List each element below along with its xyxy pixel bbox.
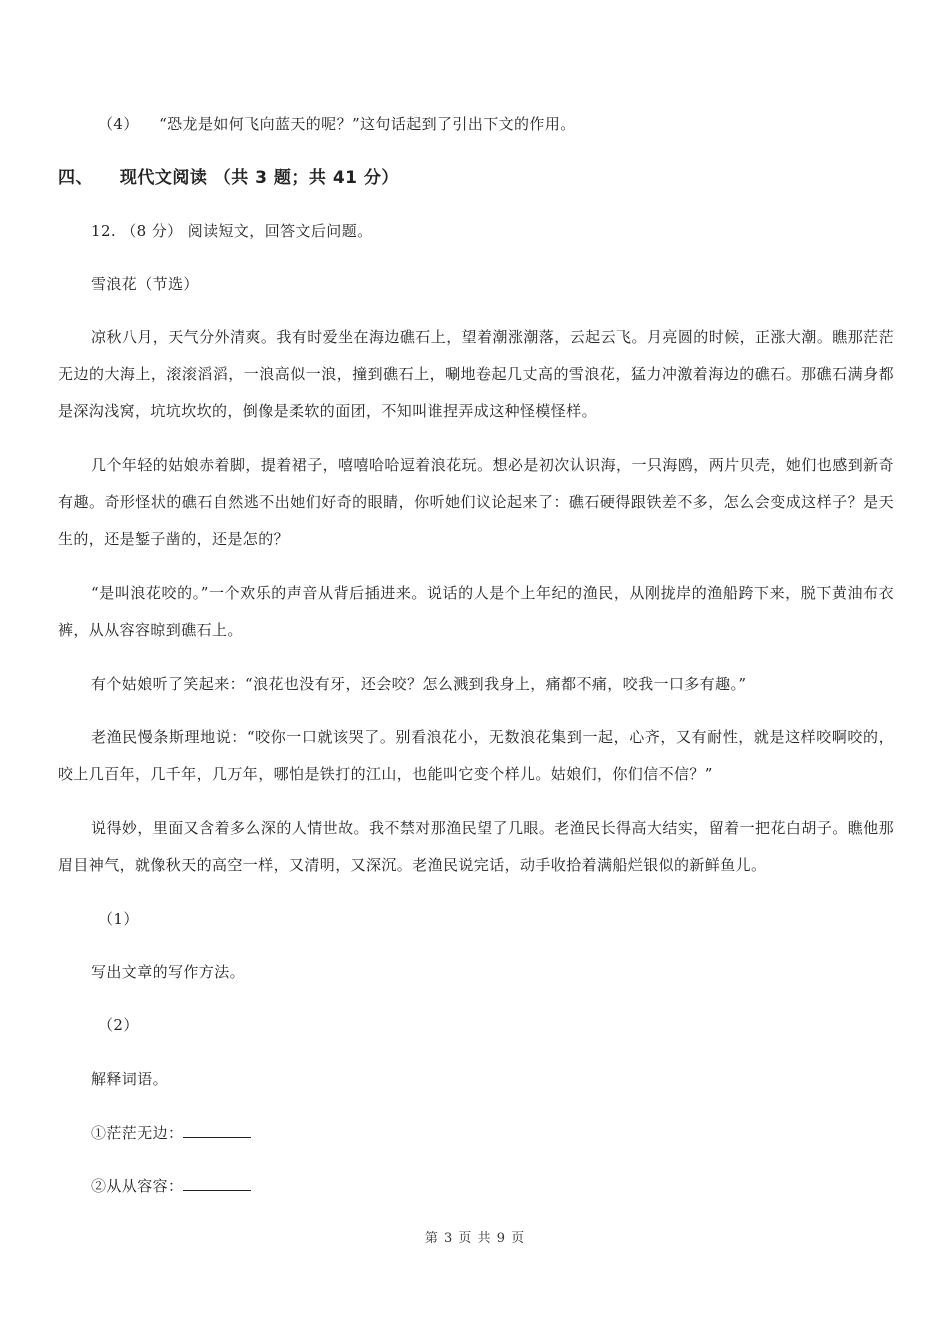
passage-paragraph-3: “是叫浪花咬的。”一个欢乐的声音从背后插进来。说话的人是个上年纪的渔民，从刚拢岸的渔船跨下来，脱下黄油布衣裤，从从容容晾到礁石上。 xyxy=(58,584,894,639)
answer-blank-1[interactable] xyxy=(183,1123,251,1138)
passage-title: 雪浪花（节选） xyxy=(91,275,199,293)
sub-question-1-number: （1） xyxy=(98,910,139,928)
sub-question-2-number: （2） xyxy=(98,1016,139,1034)
vocab-item-1-label: ①茫茫无边： xyxy=(91,1124,184,1142)
section-number: 四、 xyxy=(58,168,93,188)
answer-blank-2[interactable] xyxy=(183,1176,251,1191)
section-heading xyxy=(58,168,399,188)
passage-paragraph-4: 有个姑娘听了笑起来：“浪花也没有牙，还会咬？怎么溅到我身上，痛都不痛，咬我一口多有趣。” xyxy=(91,675,747,693)
q11-item4-number: （4） xyxy=(98,115,139,133)
passage-paragraph-5: 老渔民慢条斯理地说：“咬你一口就该哭了。别看浪花小，无数浪花集到一起，心齐，又有耐性，就是这样咬啊咬的，咬上几百年，几千年，几万年，哪怕是铁打的江山，也能叫它变个样儿。姑娘们，你们信不信？” xyxy=(58,728,894,783)
section-title: 现代文阅读 （共 3 题；共 41 分） xyxy=(119,168,399,188)
passage-paragraph-2: 几个年轻的姑娘赤着脚，提着裙子，嘻嘻哈哈逗着浪花玩。想必是初次认识海，一只海鸥，两片贝壳，她们也感到新奇有趣。奇形怪状的礁石自然逃不出她们好奇的眼睛，你听她们议论起来了：礁石硬得跟铁差不多，怎么会变成这样子？是天生的，还是錾子凿的，还是怎的？ xyxy=(58,456,894,548)
vocab-item-2-label: ②从从容容： xyxy=(91,1177,184,1195)
page-footer: 第 3 页 共 9 页 xyxy=(424,1231,526,1246)
sub-question-1-text: 写出文章的写作方法。 xyxy=(91,963,246,981)
vocab-item-1 xyxy=(91,1123,251,1143)
question-12-header: 12. （8 分） 阅读短文，回答文后问题。 xyxy=(91,222,373,240)
q11-item4-text: “恐龙是如何飞向蓝天的呢？”这句话起到了引出下文的作用。 xyxy=(159,115,576,133)
passage-paragraph-6: 说得妙，里面又含着多么深的人情世故。我不禁对那渔民望了几眼。老渔民长得高大结实，留着一把花白胡子。瞧他那眉目神气，就像秋天的高空一样，又清明，又深沉。老渔民说完话，动手收拾着满船烂银似的新鲜鱼儿。 xyxy=(58,819,894,874)
vocab-item-2 xyxy=(91,1176,251,1196)
q11-item4 xyxy=(98,114,576,134)
sub-question-2-text: 解释词语。 xyxy=(91,1070,169,1088)
passage-paragraph-1: 凉秋八月，天气分外清爽。我有时爱坐在海边礁石上，望着潮涨潮落，云起云飞。月亮圆的时候，正涨大潮。瞧那茫茫无边的大海上，滚滚滔滔，一浪高似一浪，撞到礁石上，唰地卷起几丈高的雪浪花，猛力冲激着海边的礁石。那礁石满身都是深沟浅窝，坑坑坎坎的，倒像是柔软的面团，不知叫谁捏弄成这种怪模怪样。 xyxy=(58,328,894,420)
